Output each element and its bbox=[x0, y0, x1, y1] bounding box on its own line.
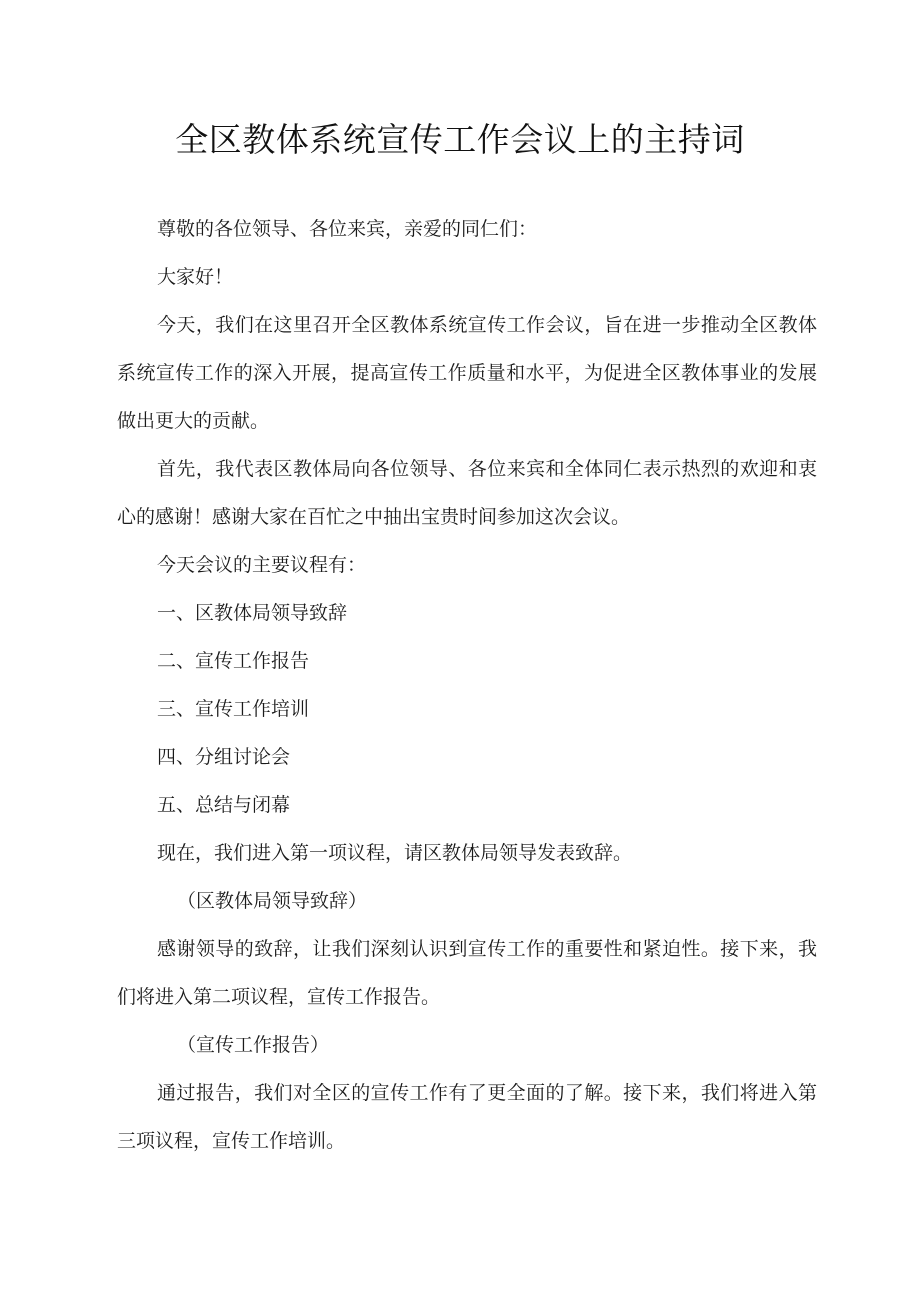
stage-note: （宣传工作报告） bbox=[177, 1034, 330, 1056]
opening-paragraph: 今天，我们在这里召开全区教体系统宣传工作会议，旨在进一步推动全区教体系统宣传工作的深入开展，提高宣传工作质量和水平，为促进全区教体事业的发展做出更大的贡献。 bbox=[117, 314, 817, 432]
document-title: 全区教体系统宣传工作会议上的主持词 bbox=[175, 120, 745, 159]
welcome-paragraph: 首先，我代表区教体局向各位领导、各位来宾和全体同仁表示热烈的欢迎和衷心的感谢！感谢大家在百忙之中抽出宝贵时间参加这次会议。 bbox=[117, 458, 817, 528]
salutation: 尊敬的各位领导、各位来宾，亲爱的同仁们： bbox=[157, 218, 538, 240]
agenda-item: 四、分组讨论会 bbox=[157, 746, 291, 768]
document-body bbox=[117, 205, 817, 1165]
stage-note: （区教体局领导致辞） bbox=[177, 890, 368, 912]
agenda-item: 三、宣传工作培训 bbox=[157, 698, 310, 720]
greeting: 大家好！ bbox=[157, 266, 234, 288]
agenda-item: 二、宣传工作报告 bbox=[157, 650, 310, 672]
transition-paragraph: 现在，我们进入第一项议程，请区教体局领导发表致辞。 bbox=[157, 842, 633, 864]
agenda-intro: 今天会议的主要议程有： bbox=[157, 554, 367, 576]
transition-paragraph: 通过报告，我们对全区的宣传工作有了更全面的了解。接下来，我们将进入第三项议程，宣传工作培训。 bbox=[117, 1082, 817, 1152]
agenda-item: 五、总结与闭幕 bbox=[157, 794, 291, 816]
transition-paragraph: 感谢领导的致辞，让我们深刻认识到宣传工作的重要性和紧迫性。接下来，我们将进入第二项议程，宣传工作报告。 bbox=[117, 938, 817, 1008]
agenda-item: 一、区教体局领导致辞 bbox=[157, 602, 348, 624]
